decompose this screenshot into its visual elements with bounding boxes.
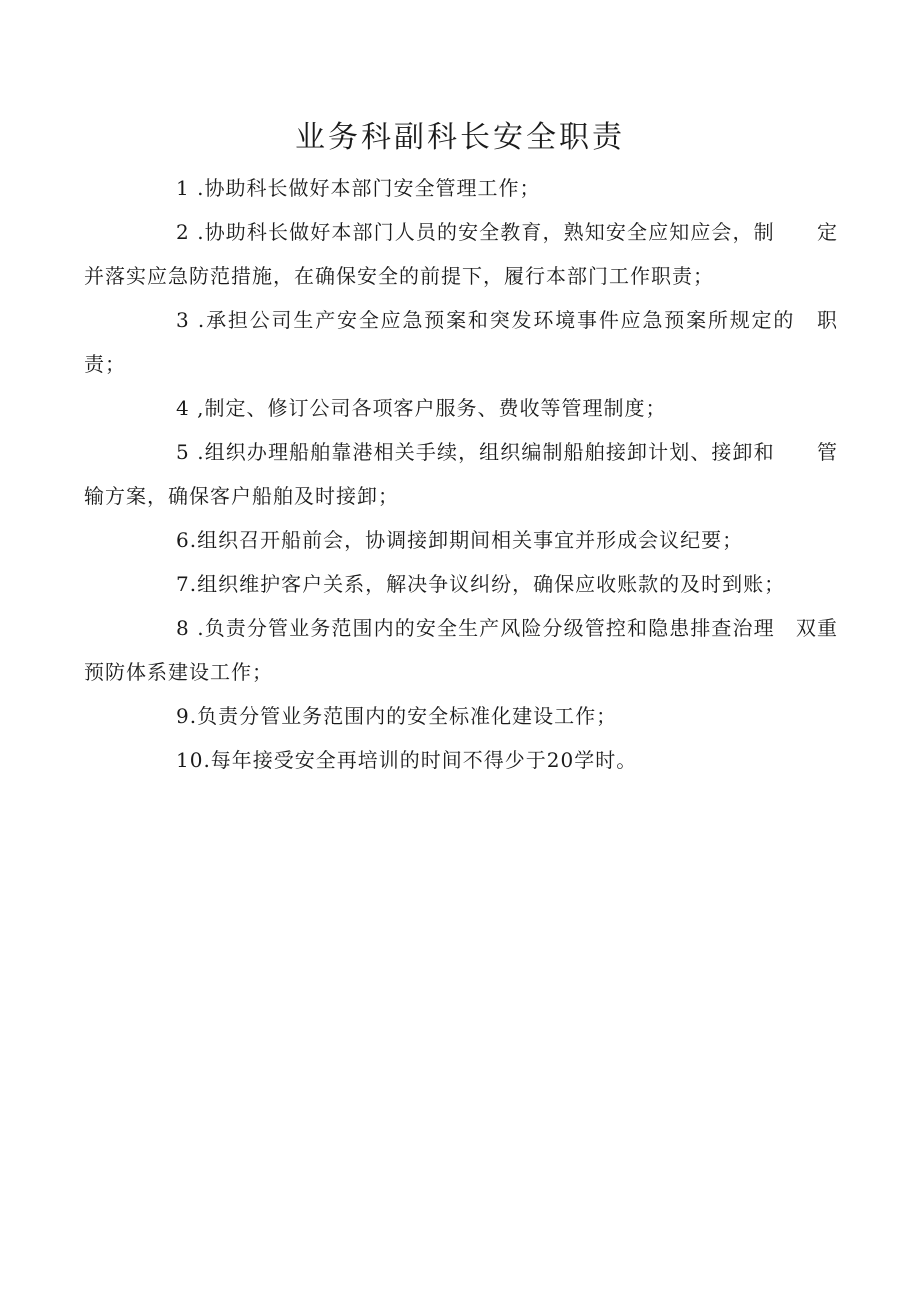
duty-item-2 (84, 210, 838, 298)
item-text: .协助科长做好本部门人员的安全教育，熟知安全应知应会，制 定并落实应急防范措施，在确保安全的前提下，履行本部门工作职责； (84, 220, 839, 288)
item-text: .组织召开船前会，协调接卸期间相关事宜并形成会议纪要； (189, 528, 744, 552)
item-number: 4 (176, 396, 190, 420)
duty-item-10 (84, 738, 838, 782)
item-number: 6 (176, 528, 190, 552)
item-text: ,制定、修订公司各项客户服务、费收等管理制度； (197, 396, 667, 420)
item-number: 1 (176, 176, 190, 200)
item-number: 9 (176, 704, 190, 728)
item-number: 2 (176, 220, 190, 244)
item-text: .组织维护客户关系，解决争议纠纷，确保应收账款的及时到账； (189, 572, 786, 596)
item-number: 7 (176, 572, 190, 596)
duty-list (84, 166, 838, 782)
item-number: 3 (176, 308, 190, 332)
duty-item-9 (84, 694, 838, 738)
duty-item-5 (84, 430, 838, 518)
item-number: 10 (176, 748, 204, 772)
item-number: 5 (176, 440, 190, 464)
item-text: .承担公司生产安全应急预案和突发环境事件应急预案所规定的 职责； (84, 308, 839, 376)
item-text: .组织办理船舶靠港相关手续，组织编制船舶接卸计划、接卸和 管输方案，确保客户船舶及时接卸； (84, 440, 839, 508)
document-title: 业务科副科长安全职责 (295, 120, 625, 155)
item-text: .负责分管业务范围内的安全标准化建设工作； (189, 704, 618, 728)
duty-item-7 (84, 562, 838, 606)
item-number: 8 (176, 616, 190, 640)
item-text: .协助科长做好本部门安全管理工作； (197, 176, 541, 200)
duty-item-1 (84, 166, 838, 210)
item-text: .每年接受安全再培训的时间不得少于20学时。 (203, 748, 638, 772)
duty-item-4 (84, 386, 838, 430)
item-text: .负责分管业务范围内的安全生产风险分级管控和隐患排查治理 双重预防体系建设工作； (84, 616, 839, 684)
duty-item-3 (84, 298, 838, 386)
duty-item-8 (84, 606, 838, 694)
duty-item-6 (84, 518, 838, 562)
